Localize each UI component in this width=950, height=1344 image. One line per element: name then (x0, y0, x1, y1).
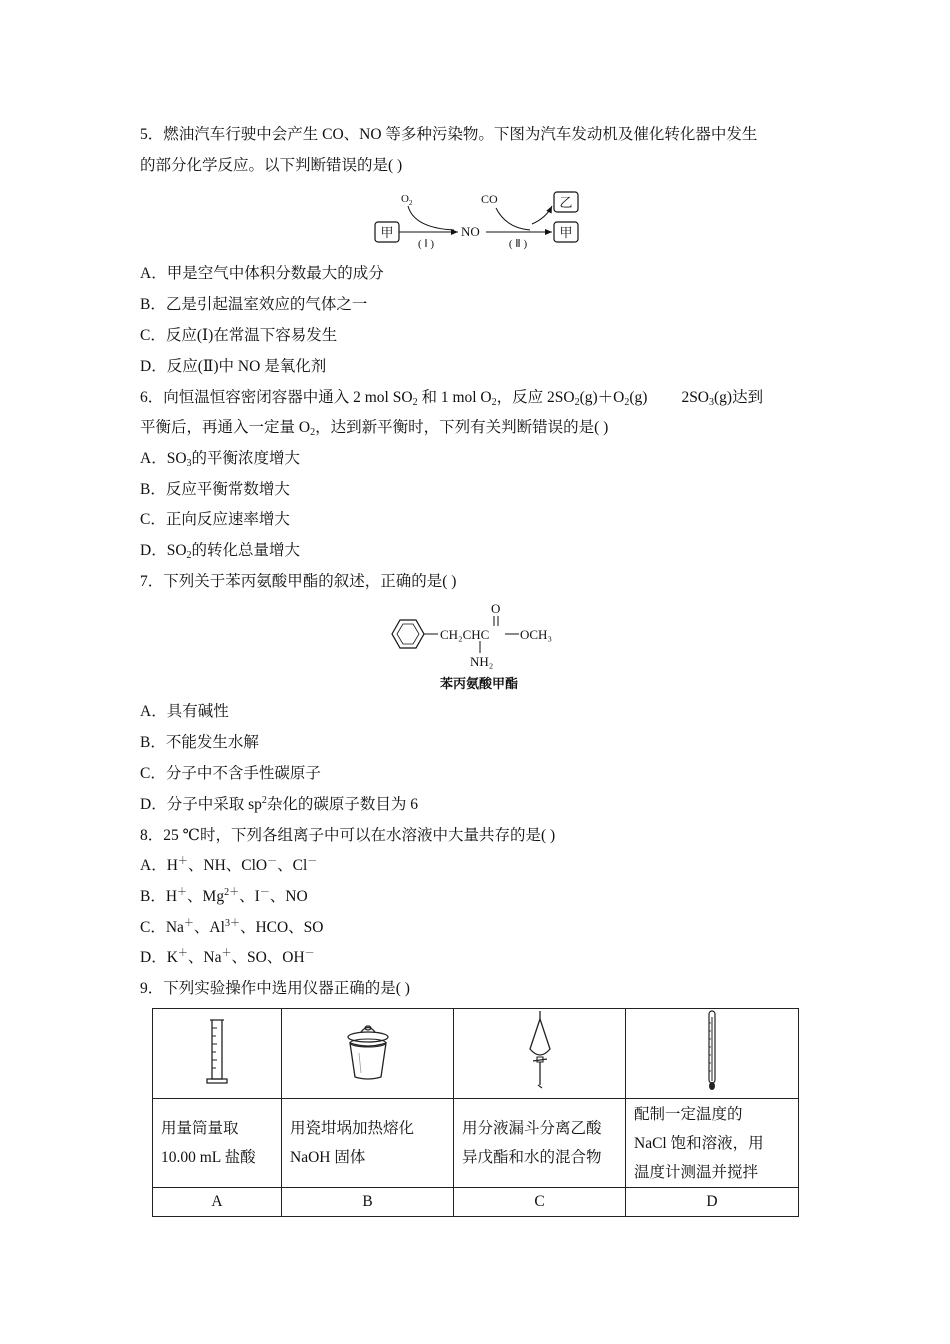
q9-label-d: D (626, 1188, 799, 1217)
benzene-inner-ring (397, 624, 419, 644)
q8-option-b: B．H＋、$Mg^{2+}$、I－、NO (140, 887, 308, 905)
q6-option-a: A．$SO_3$的平衡浓度增大 (140, 450, 301, 469)
graduated-cylinder-icon (202, 1016, 232, 1086)
q5-option-c: C．反应(Ⅰ)在常温下容易发生 (140, 327, 338, 344)
nh2-text: NH₂ (470, 654, 494, 669)
q7-option-c: C．分子中不含手性碳原子 (140, 765, 321, 782)
box-top-text: 乙 (559, 195, 573, 210)
q6-option-d: D．$SO_2$的转化总量增大 (140, 542, 301, 561)
q8-option-c: C．Na＋、$Al^{3+}$、HCO、SO (140, 918, 324, 936)
structure-caption: 苯丙氨酸甲酯 (439, 676, 519, 691)
q6-stem-line1: 6．向恒温恒容密闭容器中通入 2 mol $SO_2$ 和 1 mol $O_2$，反应 $2SO_2(g)+O_2(g)$ $2SO_3(g)$达到 (140, 389, 764, 408)
q5-option-d: D．反应(Ⅱ)中 NO 是氧化剂 (140, 358, 327, 375)
q7-option-d: D．分子中采取 $sp^2$杂化的碳原子数目为 6 (140, 795, 418, 813)
q7-option-b: B．不能发生水解 (140, 734, 259, 751)
q5-option-b: B．乙是引起温室效应的气体之一 (140, 296, 368, 313)
q6-stem-line2: 平衡后，再通入一定量 $O_2$，达到新平衡时，下列有关判断错误的是( ) (140, 419, 609, 438)
arrow-to-yi (532, 206, 552, 224)
q8-option-a: A．H＋、NH、ClO－、Cl－ (140, 856, 318, 874)
q9-label-c: C (454, 1188, 626, 1217)
q9-cell-a-desc: 用量筒量取 10.00 mL 盐酸 (153, 1099, 282, 1188)
q6-option-c: C．正向反应速率增大 (140, 511, 290, 528)
box-right-text: 甲 (559, 225, 573, 240)
separatory-funnel-icon (525, 1009, 555, 1093)
o2-curve (408, 206, 454, 230)
q6-option-b: B．反应平衡常数增大 (140, 481, 290, 498)
thermometer-icon (702, 1009, 722, 1093)
q7-structure-diagram (384, 598, 574, 699)
q8-stem: 8．25 ℃时，下列各组离子中可以在水溶液中大量共存的是( ) (140, 827, 556, 844)
co-curve (496, 208, 530, 230)
och3-text: OCH₃ (520, 627, 552, 642)
label-II: ( Ⅱ ) (508, 238, 528, 250)
q5-stem-line1: 5．燃油汽车行驶中会产生 CO、NO 等多种污染物。下图为汽车发动机及催化转化器中发生 (140, 126, 758, 143)
chain-text: CH₂CHC (440, 627, 490, 642)
q9-cell-a-icon (153, 1009, 282, 1099)
q9-options-table (152, 1008, 799, 1217)
crucible-icon (343, 1019, 393, 1083)
q5-stem-line2: 的部分化学反应。以下判断错误的是( ) (140, 157, 403, 174)
label-I: ( Ⅰ ) (417, 238, 435, 250)
q9-label-a: A (153, 1188, 282, 1217)
no-label: NO (461, 224, 480, 239)
q9-cell-b-desc: 用瓷坩埚加热熔化 NaOH 固体 (282, 1099, 454, 1188)
q9-cell-c-desc: 用分液漏斗分离乙酸 异戊酯和水的混合物 (454, 1099, 626, 1188)
q9-cell-c-icon (454, 1009, 626, 1099)
q7-option-a: A．具有碱性 (140, 703, 229, 720)
o2-label: $O_2$ (401, 193, 413, 207)
co-label: CO (481, 192, 498, 206)
q9-cell-d-desc: 配制一定温度的 NaCl 饱和溶液，用 温度计测温并搅拌 (626, 1099, 799, 1188)
q5-option-a: A．甲是空气中体积分数最大的成分 (140, 265, 384, 282)
q7-stem: 7．下列关于苯丙氨酸甲酯的叙述，正确的是( ) (140, 573, 457, 590)
box-left-text: 甲 (380, 225, 394, 240)
q8-option-d: D．K＋、Na＋、SO、OH－ (140, 948, 315, 966)
q5-reaction-diagram (370, 186, 585, 255)
q9-cell-b-icon (282, 1009, 454, 1099)
q9-cell-d-icon (626, 1009, 799, 1099)
q9-stem: 9．下列实验操作中选用仪器正确的是( ) (140, 980, 410, 997)
carbonyl-o: O (491, 601, 501, 616)
q9-label-b: B (282, 1188, 454, 1217)
